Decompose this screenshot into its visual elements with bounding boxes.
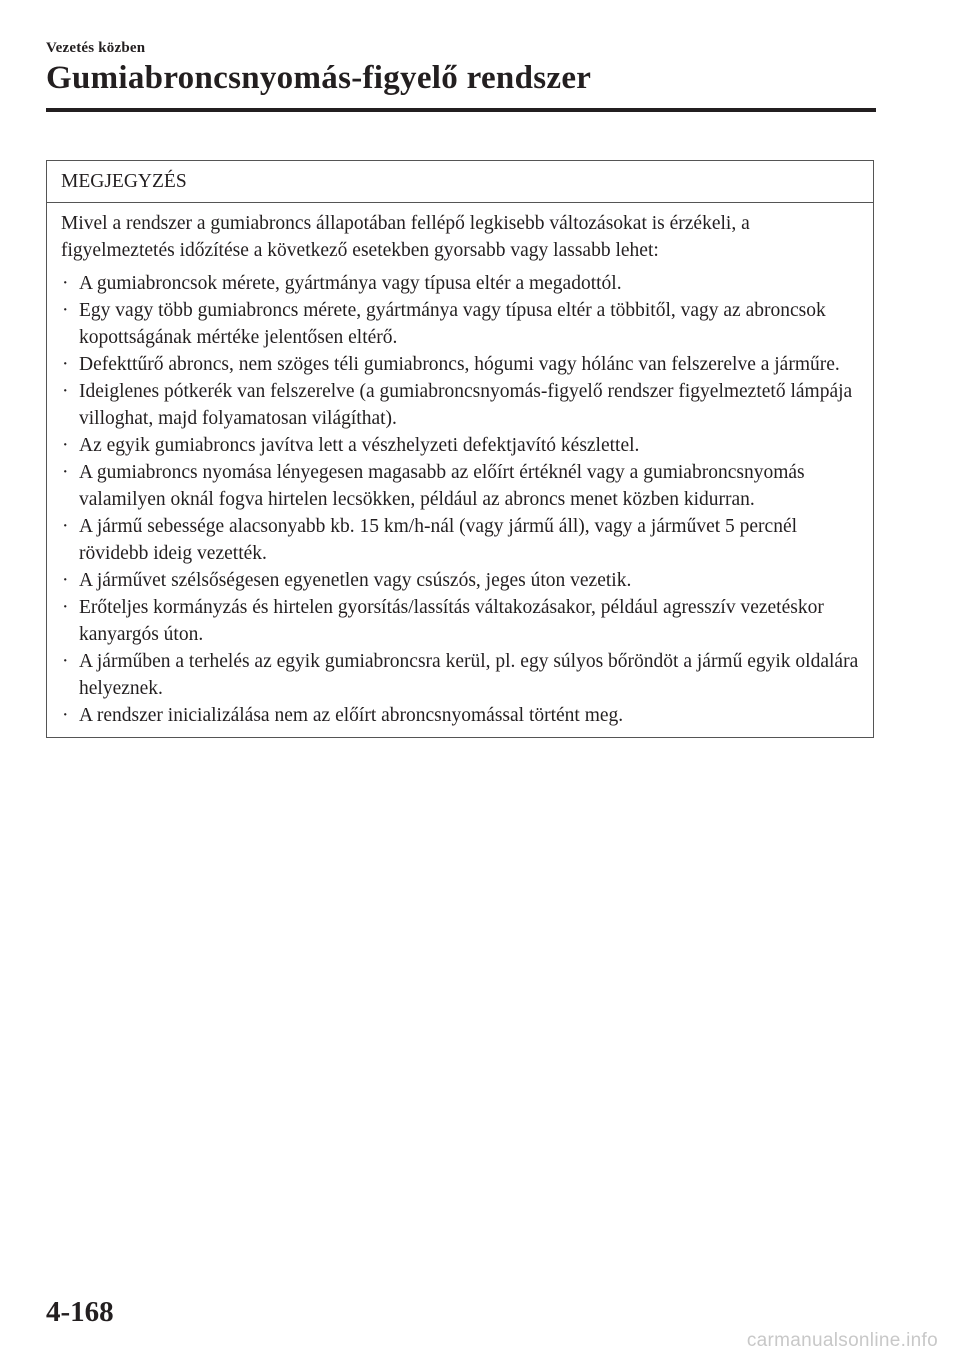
title-rule — [46, 108, 876, 112]
bullet-dot-icon: · — [62, 462, 69, 483]
note-intro: Mivel a rendszer a gumiabroncs állapotában fellépő legkisebb változásokat is érzékeli, a figyelmeztetés időzítése a következő esetekben gyorsabb vagy lassabb lehet: — [61, 213, 750, 261]
list-item-text: A gumiabroncs nyomása lényegesen magasabb az előírt értéknél vagy a gumiabroncsnyomás valamilyen oknál fogva hirtelen lecsökken, például az abroncs menet közben kidurran. — [79, 462, 805, 510]
list-item-text: A járművet szélsőségesen egyenetlen vagy csúszós, jeges úton vezetik. — [79, 570, 632, 591]
list-item — [61, 648, 859, 702]
page-number: 4-168 — [46, 1296, 114, 1328]
note-box — [46, 160, 874, 738]
note-heading: MEGJEGYZÉS — [47, 161, 873, 203]
bullet-dot-icon: · — [62, 300, 69, 321]
bullet-dot-icon: · — [62, 705, 69, 726]
list-item — [61, 459, 859, 513]
list-item-text: A rendszer inicializálása nem az előírt abroncsnyomással történt meg. — [79, 705, 624, 726]
list-item-text: Egy vagy több gumiabroncs mérete, gyártmánya vagy típusa eltér a többitől, vagy az abroncsok kopottságának mértéke jelentősen eltérő. — [79, 300, 826, 348]
list-item-text: Az egyik gumiabroncs javítva lett a vészhelyzeti defektjavító készlettel. — [79, 435, 640, 456]
list-item — [61, 351, 859, 378]
watermark: carmanualsonline.info — [746, 1330, 938, 1351]
bullet-list — [61, 270, 859, 729]
list-item-text: A gumiabroncsok mérete, gyártmánya vagy típusa eltér a megadottól. — [79, 273, 622, 294]
list-item — [61, 567, 859, 594]
list-item-text: Defekttűrő abroncs, nem szöges téli gumiabroncs, hógumi vagy hólánc van felszerelve a járműre. — [79, 354, 840, 375]
bullet-dot-icon: · — [62, 435, 69, 456]
bullet-dot-icon: · — [62, 273, 69, 294]
page-title: Gumiabroncsnyomás-figyelő rendszer — [46, 60, 592, 96]
list-item — [61, 378, 859, 432]
bullet-dot-icon: · — [62, 651, 69, 672]
bullet-dot-icon: · — [62, 570, 69, 591]
list-item-text: Ideiglenes pótkerék van felszerelve (a gumiabroncsnyomás-figyelő rendszer figyelmeztető lámpája villoghat, majd folyamatosan világíthat). — [79, 381, 853, 429]
list-item-text: A járműben a terhelés az egyik gumiabroncsra kerül, pl. egy súlyos bőröndöt a jármű egyik oldalára helyeznek. — [79, 651, 859, 699]
list-item-text: Erőteljes kormányzás és hirtelen gyorsítás/lassítás váltakozásakor, például agresszív vezetéskor kanyargós úton. — [79, 597, 824, 645]
list-item — [61, 702, 859, 729]
list-item — [61, 594, 859, 648]
section-label: Vezetés közben — [46, 40, 146, 56]
list-item — [61, 513, 859, 567]
list-item-text: A jármű sebessége alacsonyabb kb. 15 km/h-nál (vagy jármű áll), vagy a járművet 5 percnél rövidebb ideig vezették. — [79, 516, 798, 564]
bullet-dot-icon: · — [62, 354, 69, 375]
bullet-dot-icon: · — [62, 381, 69, 402]
list-item — [61, 432, 859, 459]
list-item — [61, 297, 859, 351]
note-body — [47, 203, 873, 737]
list-item — [61, 270, 859, 297]
bullet-dot-icon: · — [62, 597, 69, 618]
bullet-dot-icon: · — [62, 516, 69, 537]
